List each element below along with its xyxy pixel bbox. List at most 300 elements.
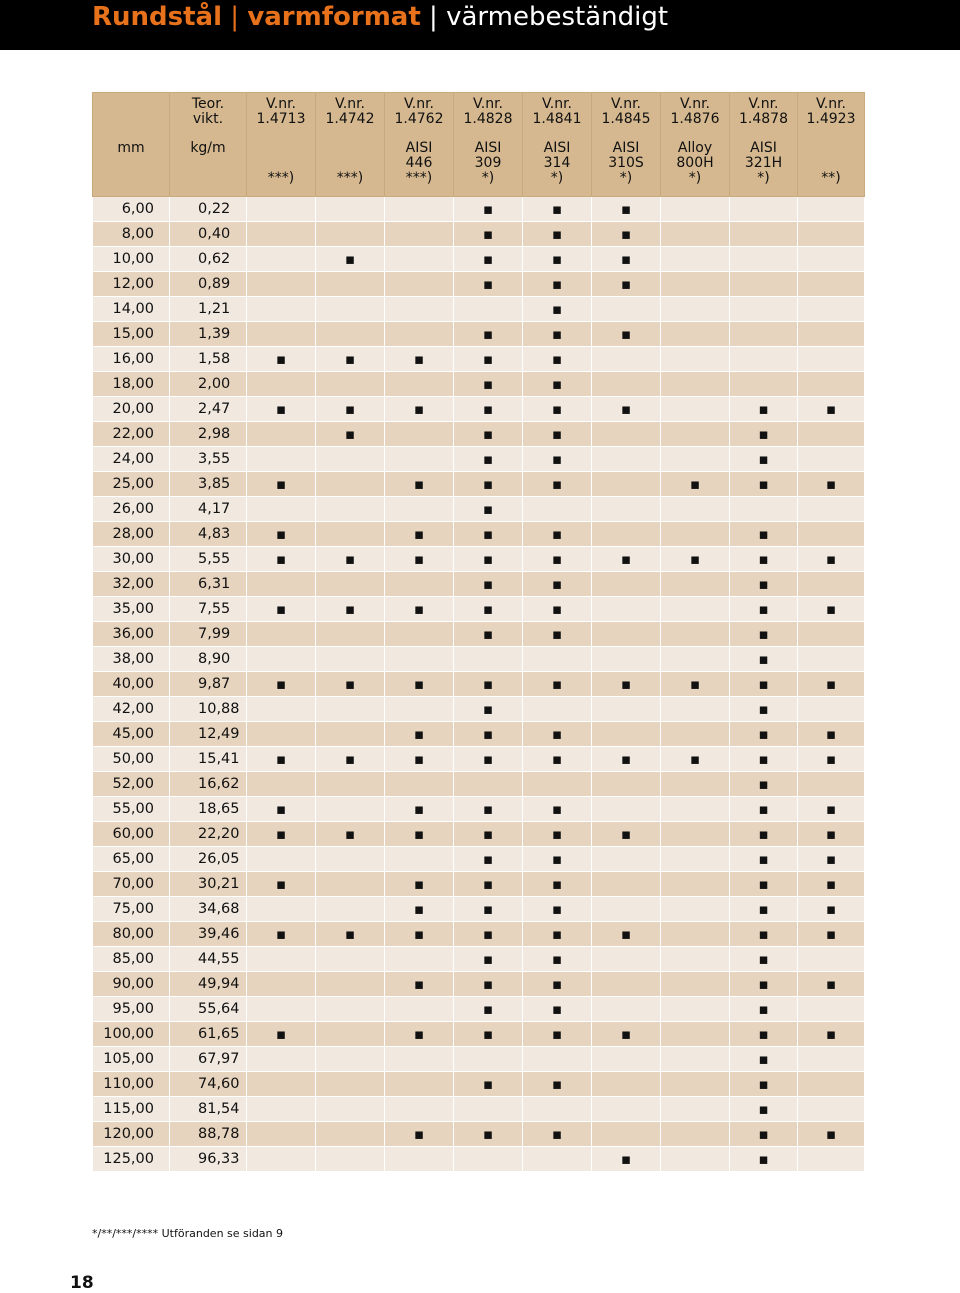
availability-marker-icon: ▪ bbox=[825, 549, 837, 568]
availability-marker-icon: ▪ bbox=[620, 1149, 632, 1168]
cell-availability bbox=[730, 747, 798, 772]
availability-marker-icon: ▪ bbox=[551, 1124, 563, 1143]
cell-availability bbox=[661, 1022, 730, 1047]
cell-diameter: 105,00 bbox=[93, 1047, 170, 1072]
cell-availability bbox=[454, 297, 523, 322]
availability-marker-icon: ▪ bbox=[482, 249, 494, 268]
cell-availability bbox=[661, 672, 730, 697]
cell-availability bbox=[316, 872, 385, 897]
cell-availability bbox=[454, 622, 523, 647]
availability-marker-icon: ▪ bbox=[551, 799, 563, 818]
cell-weight: 8,90 bbox=[170, 647, 247, 672]
availability-marker-icon: ▪ bbox=[758, 549, 769, 568]
availability-marker-icon: ▪ bbox=[482, 324, 494, 343]
cell-availability bbox=[661, 422, 730, 447]
cell-availability bbox=[247, 697, 316, 722]
cell-weight: 9,87 bbox=[170, 672, 247, 697]
cell-availability bbox=[523, 472, 592, 497]
cell-weight: 0,89 bbox=[170, 272, 247, 297]
cell-availability bbox=[730, 272, 798, 297]
cell-availability bbox=[730, 597, 798, 622]
availability-marker-icon: ▪ bbox=[482, 424, 494, 443]
title-rest: värmebeständigt bbox=[446, 2, 669, 32]
cell-availability bbox=[385, 372, 454, 397]
cell-availability bbox=[454, 347, 523, 372]
cell-availability bbox=[316, 1147, 385, 1172]
header-grade-5 bbox=[592, 93, 661, 197]
grade-vnr: V.nr. bbox=[472, 96, 504, 112]
cell-diameter: 6,00 bbox=[93, 197, 170, 222]
grade-vnr: V.nr. bbox=[334, 96, 366, 112]
availability-marker-icon: ▪ bbox=[482, 449, 494, 468]
cell-availability bbox=[661, 622, 730, 647]
cell-availability bbox=[247, 672, 316, 697]
cell-availability bbox=[798, 297, 865, 322]
cell-availability bbox=[730, 622, 798, 647]
cell-availability bbox=[454, 1047, 523, 1072]
cell-availability bbox=[385, 572, 454, 597]
title-separator: | bbox=[230, 2, 240, 32]
cell-availability bbox=[730, 722, 798, 747]
availability-marker-icon: ▪ bbox=[825, 974, 837, 993]
availability-marker-icon: ▪ bbox=[413, 524, 425, 543]
table-row bbox=[93, 247, 865, 272]
availability-marker-icon: ▪ bbox=[551, 1024, 563, 1043]
table-row bbox=[93, 422, 865, 447]
availability-marker-icon: ▪ bbox=[758, 949, 769, 968]
cell-availability bbox=[247, 797, 316, 822]
table-row bbox=[93, 1147, 865, 1172]
cell-availability bbox=[798, 1047, 865, 1072]
cell-diameter: 18,00 bbox=[93, 372, 170, 397]
header-mm bbox=[93, 93, 170, 197]
footnote: */**/***/**** Utföranden se sidan 9 bbox=[92, 1227, 284, 1240]
cell-availability bbox=[316, 1022, 385, 1047]
cell-availability bbox=[247, 997, 316, 1022]
cell-availability bbox=[592, 347, 661, 372]
availability-marker-icon: ▪ bbox=[620, 249, 632, 268]
availability-marker-icon: ▪ bbox=[413, 349, 425, 368]
availability-marker-icon: ▪ bbox=[758, 1074, 769, 1093]
table-row bbox=[93, 997, 865, 1022]
availability-marker-icon: ▪ bbox=[758, 824, 769, 843]
availability-marker-icon: ▪ bbox=[758, 1024, 769, 1043]
table-header bbox=[93, 93, 865, 197]
grade-aisi-number: 321H bbox=[744, 155, 783, 171]
cell-availability bbox=[523, 1047, 592, 1072]
cell-availability bbox=[730, 297, 798, 322]
cell-availability bbox=[730, 947, 798, 972]
cell-availability bbox=[592, 272, 661, 297]
cell-availability bbox=[316, 222, 385, 247]
cell-diameter: 40,00 bbox=[93, 672, 170, 697]
cell-availability bbox=[454, 597, 523, 622]
cell-availability bbox=[316, 1072, 385, 1097]
table-row bbox=[93, 747, 865, 772]
availability-marker-icon: ▪ bbox=[620, 674, 632, 693]
cell-availability bbox=[798, 847, 865, 872]
cell-availability bbox=[661, 722, 730, 747]
cell-weight: 1,39 bbox=[170, 322, 247, 347]
availability-marker-icon: ▪ bbox=[758, 774, 769, 793]
cell-diameter: 80,00 bbox=[93, 922, 170, 947]
cell-availability bbox=[730, 997, 798, 1022]
cell-availability bbox=[661, 1047, 730, 1072]
availability-marker-icon: ▪ bbox=[482, 924, 494, 943]
cell-availability bbox=[798, 997, 865, 1022]
availability-marker-icon: ▪ bbox=[758, 1149, 769, 1168]
table-row bbox=[93, 322, 865, 347]
cell-availability bbox=[247, 297, 316, 322]
cell-availability bbox=[661, 572, 730, 597]
cell-weight: 88,78 bbox=[170, 1122, 247, 1147]
cell-diameter: 125,00 bbox=[93, 1147, 170, 1172]
table-body bbox=[93, 197, 865, 1172]
availability-marker-icon: ▪ bbox=[551, 249, 563, 268]
availability-marker-icon: ▪ bbox=[344, 249, 356, 268]
availability-marker-icon: ▪ bbox=[551, 549, 563, 568]
table-row bbox=[93, 647, 865, 672]
availability-marker-icon: ▪ bbox=[344, 424, 356, 443]
grade-number: 1.4878 bbox=[739, 111, 788, 127]
availability-marker-icon: ▪ bbox=[551, 424, 563, 443]
availability-marker-icon: ▪ bbox=[482, 224, 494, 243]
availability-marker-icon: ▪ bbox=[344, 674, 356, 693]
cell-availability bbox=[454, 1022, 523, 1047]
table-row bbox=[93, 472, 865, 497]
cell-availability bbox=[661, 697, 730, 722]
cell-availability bbox=[454, 747, 523, 772]
cell-availability bbox=[385, 222, 454, 247]
header-grade-4 bbox=[523, 93, 592, 197]
table-row bbox=[93, 522, 865, 547]
cell-availability bbox=[730, 497, 798, 522]
header-grade-7 bbox=[730, 93, 798, 197]
availability-marker-icon: ▪ bbox=[482, 849, 494, 868]
availability-marker-icon: ▪ bbox=[758, 474, 769, 493]
cell-availability bbox=[798, 822, 865, 847]
availability-marker-icon: ▪ bbox=[344, 399, 356, 418]
availability-marker-icon: ▪ bbox=[758, 799, 769, 818]
availability-marker-icon: ▪ bbox=[482, 824, 494, 843]
cell-availability bbox=[523, 272, 592, 297]
cell-availability bbox=[247, 722, 316, 747]
cell-availability bbox=[454, 372, 523, 397]
cell-weight: 5,55 bbox=[170, 547, 247, 572]
cell-diameter: 30,00 bbox=[93, 547, 170, 572]
cell-availability bbox=[247, 272, 316, 297]
cell-availability bbox=[523, 1147, 592, 1172]
cell-availability bbox=[592, 772, 661, 797]
availability-marker-icon: ▪ bbox=[689, 474, 701, 493]
cell-availability bbox=[592, 822, 661, 847]
cell-availability bbox=[661, 372, 730, 397]
cell-availability bbox=[316, 1047, 385, 1072]
availability-marker-icon: ▪ bbox=[482, 874, 494, 893]
availability-marker-icon: ▪ bbox=[551, 574, 563, 593]
cell-availability bbox=[798, 1072, 865, 1097]
availability-marker-icon: ▪ bbox=[275, 824, 287, 843]
cell-availability bbox=[523, 1072, 592, 1097]
cell-availability bbox=[798, 947, 865, 972]
cell-availability bbox=[730, 1097, 798, 1122]
availability-marker-icon: ▪ bbox=[344, 599, 356, 618]
availability-marker-icon: ▪ bbox=[758, 649, 769, 668]
cell-availability bbox=[523, 197, 592, 222]
availability-marker-icon: ▪ bbox=[482, 399, 494, 418]
table-row bbox=[93, 947, 865, 972]
cell-availability bbox=[523, 547, 592, 572]
table-row bbox=[93, 622, 865, 647]
availability-marker-icon: ▪ bbox=[551, 874, 563, 893]
availability-marker-icon: ▪ bbox=[413, 1024, 425, 1043]
cell-availability bbox=[592, 647, 661, 672]
availability-marker-icon: ▪ bbox=[482, 499, 494, 518]
cell-availability bbox=[730, 397, 798, 422]
availability-marker-icon: ▪ bbox=[758, 924, 769, 943]
cell-availability bbox=[385, 597, 454, 622]
cell-availability bbox=[592, 1072, 661, 1097]
cell-diameter: 50,00 bbox=[93, 747, 170, 772]
grade-aisi: AISI bbox=[612, 140, 640, 156]
header-weight bbox=[170, 93, 247, 197]
grade-vnr: V.nr. bbox=[610, 96, 642, 112]
cell-availability bbox=[247, 1072, 316, 1097]
cell-availability bbox=[316, 297, 385, 322]
cell-availability bbox=[523, 647, 592, 672]
availability-marker-icon: ▪ bbox=[825, 724, 837, 743]
cell-availability bbox=[661, 397, 730, 422]
cell-availability bbox=[247, 472, 316, 497]
cell-availability bbox=[523, 447, 592, 472]
cell-availability bbox=[247, 197, 316, 222]
availability-marker-icon: ▪ bbox=[275, 474, 287, 493]
availability-marker-icon: ▪ bbox=[551, 324, 563, 343]
table-row bbox=[93, 922, 865, 947]
cell-availability bbox=[247, 622, 316, 647]
cell-availability bbox=[247, 1022, 316, 1047]
cell-availability bbox=[385, 997, 454, 1022]
cell-availability bbox=[523, 622, 592, 647]
cell-availability bbox=[454, 947, 523, 972]
cell-weight: 39,46 bbox=[170, 922, 247, 947]
cell-availability bbox=[798, 347, 865, 372]
availability-marker-icon: ▪ bbox=[482, 574, 494, 593]
header-vikt: vikt. bbox=[192, 111, 224, 127]
cell-availability bbox=[730, 1122, 798, 1147]
cell-availability bbox=[523, 797, 592, 822]
cell-availability bbox=[661, 447, 730, 472]
availability-marker-icon: ▪ bbox=[758, 674, 769, 693]
cell-availability bbox=[316, 922, 385, 947]
grade-note: *) bbox=[550, 170, 564, 186]
cell-availability bbox=[730, 1147, 798, 1172]
availability-marker-icon: ▪ bbox=[551, 624, 563, 643]
cell-availability bbox=[316, 322, 385, 347]
cell-availability bbox=[730, 547, 798, 572]
title-main: Rundstål bbox=[92, 2, 223, 32]
cell-availability bbox=[592, 522, 661, 547]
header-grade-3 bbox=[454, 93, 523, 197]
cell-availability bbox=[798, 447, 865, 472]
cell-availability bbox=[592, 572, 661, 597]
cell-weight: 6,31 bbox=[170, 572, 247, 597]
cell-availability bbox=[661, 247, 730, 272]
availability-marker-icon: ▪ bbox=[551, 274, 563, 293]
table-row bbox=[93, 797, 865, 822]
cell-availability bbox=[316, 422, 385, 447]
availability-marker-icon: ▪ bbox=[482, 974, 494, 993]
cell-weight: 96,33 bbox=[170, 1147, 247, 1172]
cell-availability bbox=[730, 1022, 798, 1047]
cell-availability bbox=[730, 247, 798, 272]
cell-availability bbox=[316, 372, 385, 397]
availability-marker-icon: ▪ bbox=[413, 749, 425, 768]
availability-marker-icon: ▪ bbox=[551, 999, 563, 1018]
cell-availability bbox=[661, 272, 730, 297]
cell-availability bbox=[385, 547, 454, 572]
cell-availability bbox=[523, 697, 592, 722]
cell-availability bbox=[316, 822, 385, 847]
cell-weight: 12,49 bbox=[170, 722, 247, 747]
cell-availability bbox=[316, 647, 385, 672]
cell-availability bbox=[661, 347, 730, 372]
cell-weight: 61,65 bbox=[170, 1022, 247, 1047]
cell-availability bbox=[730, 572, 798, 597]
cell-availability bbox=[730, 347, 798, 372]
cell-availability bbox=[661, 847, 730, 872]
cell-weight: 30,21 bbox=[170, 872, 247, 897]
cell-weight: 0,40 bbox=[170, 222, 247, 247]
cell-diameter: 85,00 bbox=[93, 947, 170, 972]
cell-availability bbox=[454, 822, 523, 847]
availability-marker-icon: ▪ bbox=[758, 849, 769, 868]
availability-marker-icon: ▪ bbox=[758, 874, 769, 893]
cell-availability bbox=[316, 1097, 385, 1122]
cell-weight: 15,41 bbox=[170, 747, 247, 772]
header-grade-8 bbox=[798, 93, 865, 197]
availability-marker-icon: ▪ bbox=[551, 849, 563, 868]
availability-marker-icon: ▪ bbox=[758, 899, 769, 918]
cell-availability bbox=[798, 1122, 865, 1147]
availability-marker-icon: ▪ bbox=[758, 424, 769, 443]
cell-diameter: 110,00 bbox=[93, 1072, 170, 1097]
cell-availability bbox=[454, 222, 523, 247]
cell-availability bbox=[523, 997, 592, 1022]
cell-availability bbox=[661, 797, 730, 822]
cell-availability bbox=[454, 422, 523, 447]
cell-availability bbox=[523, 247, 592, 272]
table-row bbox=[93, 772, 865, 797]
availability-marker-icon: ▪ bbox=[620, 399, 632, 418]
table-row bbox=[93, 597, 865, 622]
cell-availability bbox=[523, 672, 592, 697]
table-row bbox=[93, 1122, 865, 1147]
cell-availability bbox=[385, 622, 454, 647]
cell-availability bbox=[730, 222, 798, 247]
cell-diameter: 115,00 bbox=[93, 1097, 170, 1122]
availability-marker-icon: ▪ bbox=[482, 374, 494, 393]
cell-diameter: 42,00 bbox=[93, 697, 170, 722]
availability-marker-icon: ▪ bbox=[275, 749, 287, 768]
availability-marker-icon: ▪ bbox=[758, 999, 769, 1018]
cell-weight: 55,64 bbox=[170, 997, 247, 1022]
cell-diameter: 12,00 bbox=[93, 272, 170, 297]
cell-availability bbox=[316, 447, 385, 472]
cell-availability bbox=[316, 522, 385, 547]
availability-marker-icon: ▪ bbox=[620, 549, 632, 568]
availability-marker-icon: ▪ bbox=[551, 224, 563, 243]
cell-availability bbox=[523, 847, 592, 872]
cell-availability bbox=[523, 1022, 592, 1047]
cell-availability bbox=[454, 197, 523, 222]
cell-availability bbox=[730, 522, 798, 547]
cell-availability bbox=[385, 672, 454, 697]
cell-availability bbox=[661, 472, 730, 497]
cell-availability bbox=[798, 572, 865, 597]
header-kgm: kg/m bbox=[190, 140, 226, 156]
cell-availability bbox=[798, 622, 865, 647]
availability-marker-icon: ▪ bbox=[551, 524, 563, 543]
cell-availability bbox=[798, 247, 865, 272]
cell-availability bbox=[454, 272, 523, 297]
table-row bbox=[93, 822, 865, 847]
table-row bbox=[93, 1047, 865, 1072]
cell-availability bbox=[523, 222, 592, 247]
cell-availability bbox=[316, 247, 385, 272]
header-mm-label: mm bbox=[117, 140, 145, 156]
cell-availability bbox=[592, 397, 661, 422]
cell-weight: 81,54 bbox=[170, 1097, 247, 1122]
availability-marker-icon: ▪ bbox=[344, 924, 356, 943]
cell-availability bbox=[316, 797, 385, 822]
cell-availability bbox=[523, 522, 592, 547]
cell-weight: 18,65 bbox=[170, 797, 247, 822]
grade-vnr: V.nr. bbox=[403, 96, 435, 112]
cell-availability bbox=[247, 947, 316, 972]
availability-marker-icon: ▪ bbox=[413, 674, 425, 693]
cell-availability bbox=[523, 1097, 592, 1122]
availability-marker-icon: ▪ bbox=[551, 824, 563, 843]
cell-availability bbox=[798, 722, 865, 747]
availability-marker-icon: ▪ bbox=[482, 1024, 494, 1043]
availability-marker-icon: ▪ bbox=[758, 599, 769, 618]
cell-availability bbox=[661, 322, 730, 347]
cell-availability bbox=[385, 422, 454, 447]
cell-weight: 22,20 bbox=[170, 822, 247, 847]
cell-availability bbox=[523, 497, 592, 522]
cell-availability bbox=[454, 572, 523, 597]
cell-availability bbox=[798, 597, 865, 622]
availability-marker-icon: ▪ bbox=[825, 1124, 837, 1143]
cell-availability bbox=[385, 472, 454, 497]
availability-marker-icon: ▪ bbox=[758, 1049, 769, 1068]
availability-marker-icon: ▪ bbox=[551, 674, 563, 693]
cell-availability bbox=[454, 697, 523, 722]
availability-marker-icon: ▪ bbox=[551, 399, 563, 418]
cell-availability bbox=[798, 772, 865, 797]
cell-availability bbox=[592, 872, 661, 897]
availability-marker-icon: ▪ bbox=[482, 999, 494, 1018]
cell-availability bbox=[523, 372, 592, 397]
cell-availability bbox=[385, 822, 454, 847]
cell-availability bbox=[730, 422, 798, 447]
cell-availability bbox=[454, 1097, 523, 1122]
availability-marker-icon: ▪ bbox=[758, 449, 769, 468]
cell-availability bbox=[247, 522, 316, 547]
availability-marker-icon: ▪ bbox=[689, 749, 701, 768]
cell-availability bbox=[385, 1097, 454, 1122]
